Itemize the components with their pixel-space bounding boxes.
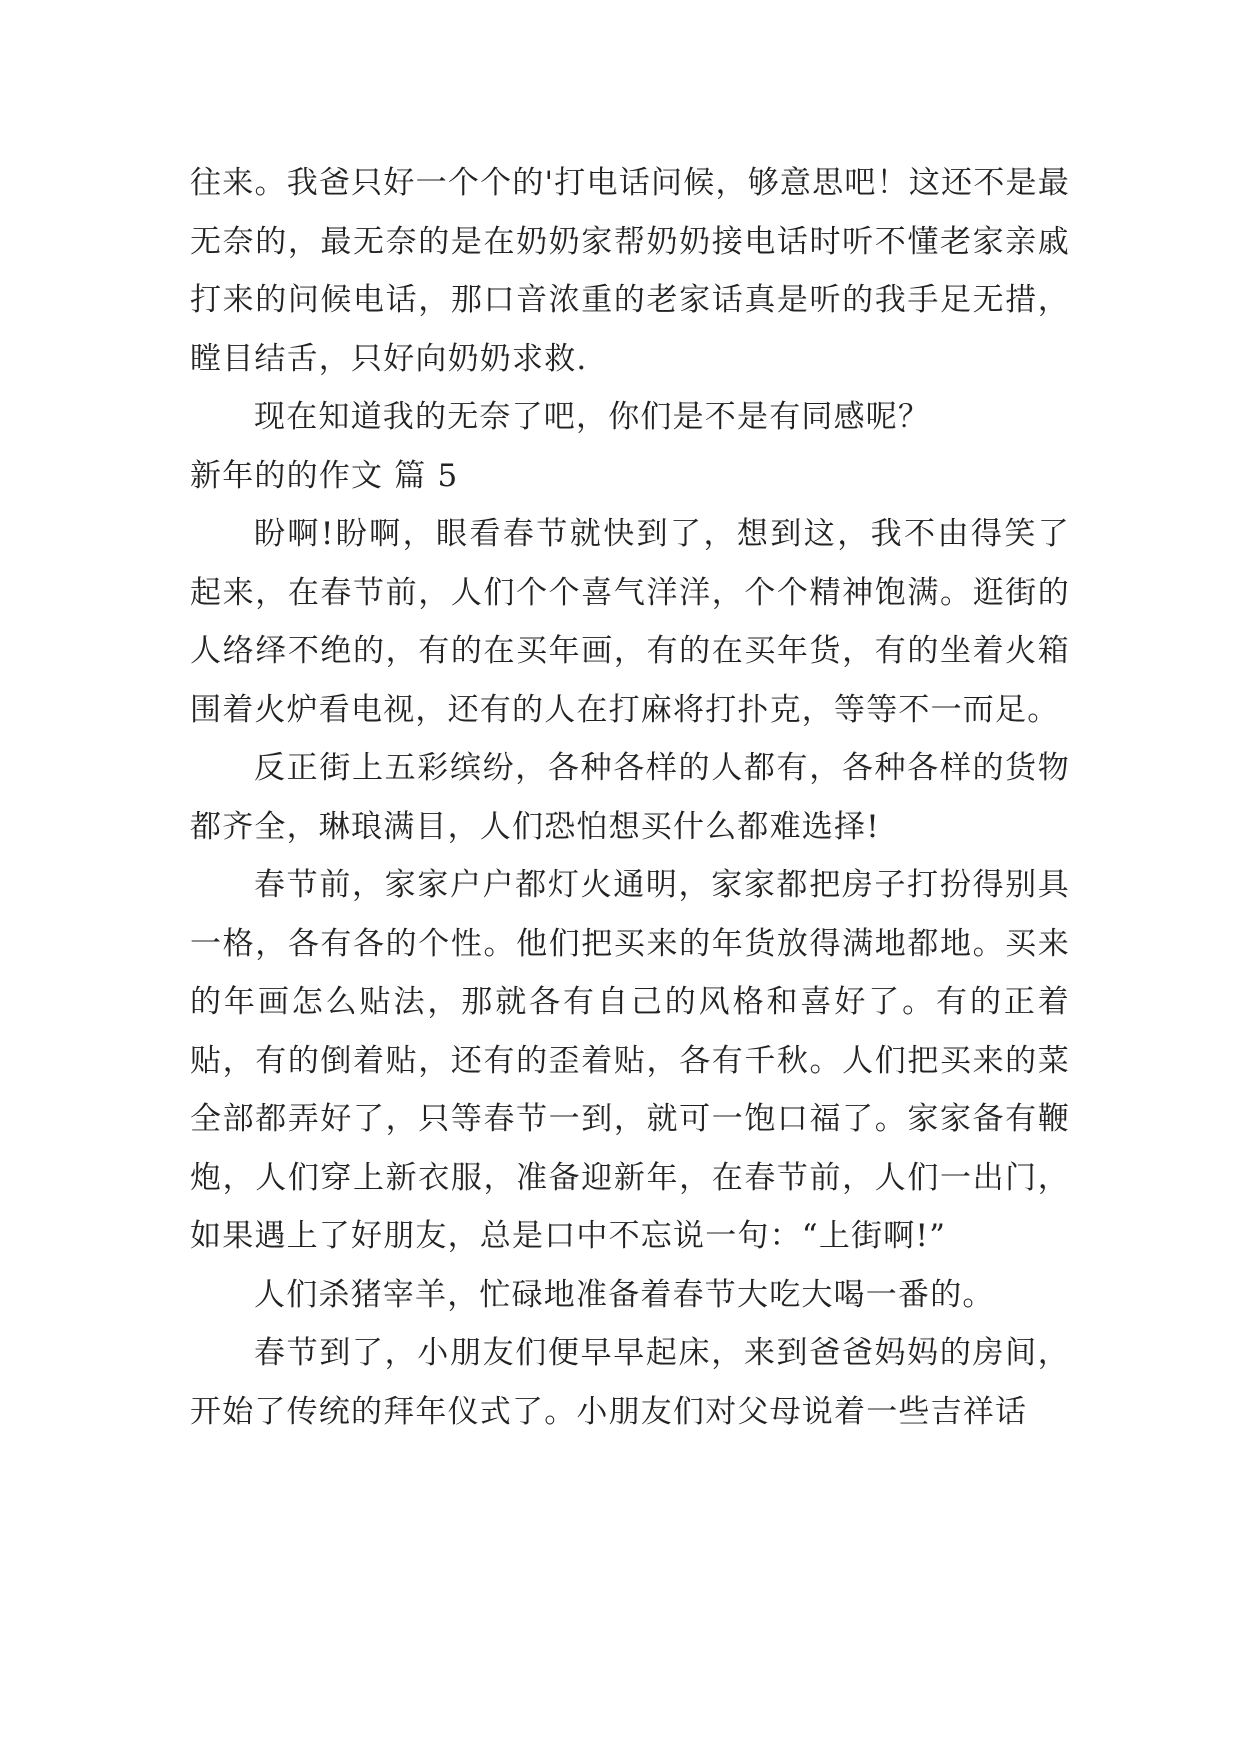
paragraph: 反正街上五彩缤纷，各种各样的人都有，各种各样的货物都齐全，琳琅满目，人们恐怕想买什么都难选择! bbox=[190, 750, 1070, 845]
article-body bbox=[190, 154, 1070, 1441]
paragraph: 春节到了，小朋友们便早早起床，来到爸爸妈妈的房间，开始了传统的拜年仪式了。小朋友们对父母说着一些吉祥话 bbox=[190, 1335, 1070, 1430]
paragraph: 盼啊!盼啊，眼看春节就快到了，想到这，我不由得笑了起来，在春节前，人们个个喜气洋洋，个个精神饱满。逛街的人络绎不绝的，有的在买年画，有的在买年货，有的坐着火箱围着火炉看电视，还有的人在打麻将打扑克，等等不一而足。 bbox=[190, 516, 1070, 728]
paragraph: 现在知道我的无奈了吧，你们是不是有同感呢？ bbox=[254, 399, 931, 435]
paragraph: 春节前，家家户户都灯火通明，家家都把房子打扮得别具一格，各有各的个性。他们把买来的年货放得满地都地。买来的年画怎么贴法，那就各有自己的风格和喜好了。有的正着贴，有的倒着贴，还有的歪着贴，各有千秋。人们把买来的菜全部都弄好了，只等春节一到，就可一饱口福了。家家备有鞭炮，人们穿上新衣服，准备迎新年，在春节前，人们一出门，如果遇上了好朋友，总是口中不忘说一句：“上街啊!” bbox=[190, 867, 1070, 1254]
section-heading: 新年的的作文 篇 5 bbox=[190, 457, 459, 494]
paragraph: 人们杀猪宰羊，忙碌地准备着春节大吃大喝一番的。 bbox=[254, 1276, 995, 1313]
paragraph-continuation: 往来。我爸只好一个个的'打电话问候，够意思吧！这还不是最无奈的，最无奈的是在奶奶家帮奶奶接电话时听不懂老家亲戚打来的问候电话，那口音浓重的老家话真是听的我手足无措，瞠目结舌，只好向奶奶求救. bbox=[190, 165, 1070, 377]
